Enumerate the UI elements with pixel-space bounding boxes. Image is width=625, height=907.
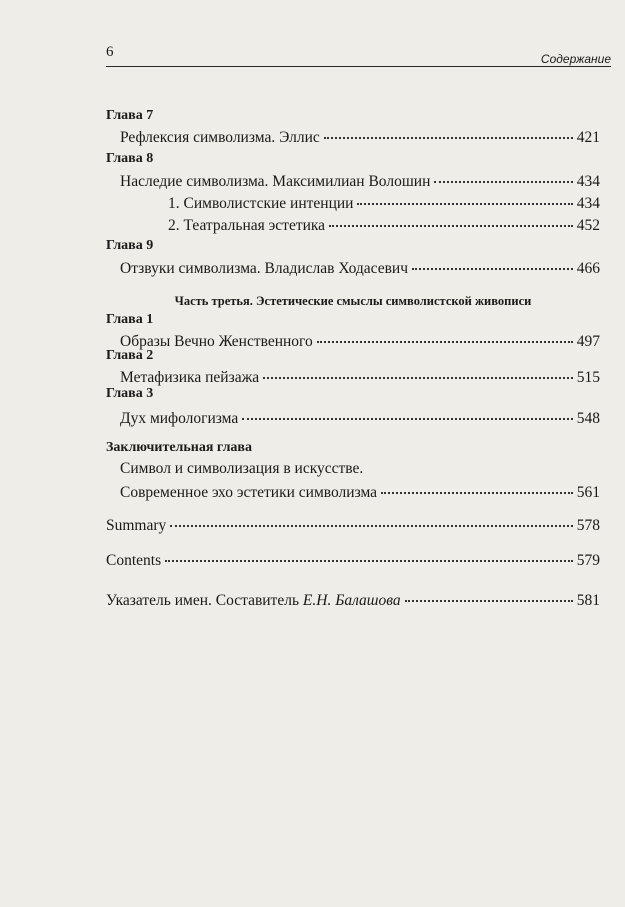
part3-chapter-2-label: Глава 2 xyxy=(106,348,154,363)
entry-title: Образы Вечно Женственного xyxy=(120,333,313,350)
final-chapter-title-line-1: Символ и символизация в искусстве. xyxy=(120,460,364,477)
dot-leader xyxy=(263,376,573,379)
entry-page: 497 xyxy=(576,333,600,350)
running-head xyxy=(106,44,611,67)
section-title: Содержание xyxy=(540,52,611,66)
entry-title: Метафизика пейзажа xyxy=(120,369,260,386)
entry-title xyxy=(106,592,401,610)
entry-title: 2. Театральная эстетика xyxy=(168,217,326,234)
entry-title: Отзвуки символизма. Владислав Ходасевич xyxy=(120,260,408,277)
toc-entry-ch8 xyxy=(120,173,600,191)
part3-chapter-3-label: Глава 3 xyxy=(106,386,154,401)
final-chapter-label: Заключительная глава xyxy=(106,440,252,455)
dot-leader xyxy=(434,180,572,183)
toc-entry-ch7 xyxy=(120,129,600,147)
toc-entry-p3ch3 xyxy=(120,410,600,428)
entry-page: 578 xyxy=(576,517,600,534)
dot-leader xyxy=(324,136,573,139)
entry-title: 1. Символистские интенции xyxy=(168,195,354,212)
part-3-heading: Часть третья. Эстетические смыслы символистской живописи xyxy=(174,294,532,308)
toc-entry-final xyxy=(120,484,600,502)
part3-chapter-1-label: Глава 1 xyxy=(106,312,154,327)
entry-page: 452 xyxy=(576,217,600,234)
dot-leader xyxy=(165,559,573,562)
entry-page: 434 xyxy=(576,173,600,190)
page-number: 6 xyxy=(106,44,114,60)
entry-title: Дух мифологизма xyxy=(120,410,239,427)
dot-leader xyxy=(242,417,572,420)
entry-page: 581 xyxy=(576,592,600,609)
toc-entry-index xyxy=(106,592,600,610)
toc-entry-contents xyxy=(106,552,600,570)
toc-entry-p3ch2 xyxy=(120,369,600,387)
entry-title: Contents xyxy=(106,552,162,569)
entry-page: 466 xyxy=(576,260,600,277)
entry-page: 515 xyxy=(576,369,600,386)
toc-entry-ch8-sub1 xyxy=(168,195,600,213)
entry-title: Современное эхо эстетики символизма xyxy=(120,484,378,501)
toc-entry-ch8-sub2 xyxy=(168,217,600,235)
toc-entry-summary xyxy=(106,517,600,535)
entry-title: Наследие символизма. Максимилиан Волошин xyxy=(120,173,431,190)
dot-leader xyxy=(317,340,573,343)
entry-page: 548 xyxy=(576,410,600,427)
index-title: Указатель имен. Составитель xyxy=(106,592,303,609)
entry-title: Summary xyxy=(106,517,167,534)
entry-page: 421 xyxy=(576,129,600,146)
chapter-8-label: Глава 8 xyxy=(106,151,154,166)
dot-leader xyxy=(170,524,572,527)
entry-title: Рефлексия символизма. Эллис xyxy=(120,129,320,146)
chapter-9-label: Глава 9 xyxy=(106,238,154,253)
entry-page: 434 xyxy=(576,195,600,212)
dot-leader xyxy=(405,599,573,602)
dot-leader xyxy=(381,491,573,494)
dot-leader xyxy=(329,224,573,227)
toc-entry-ch9 xyxy=(120,260,600,278)
index-author: Е.Н. Балашова xyxy=(302,592,401,609)
toc-entry-p3ch1 xyxy=(120,333,600,351)
chapter-7-label: Глава 7 xyxy=(106,108,154,123)
entry-page: 579 xyxy=(576,552,600,569)
dot-leader xyxy=(357,202,572,205)
entry-page: 561 xyxy=(576,484,600,501)
dot-leader xyxy=(412,267,573,270)
